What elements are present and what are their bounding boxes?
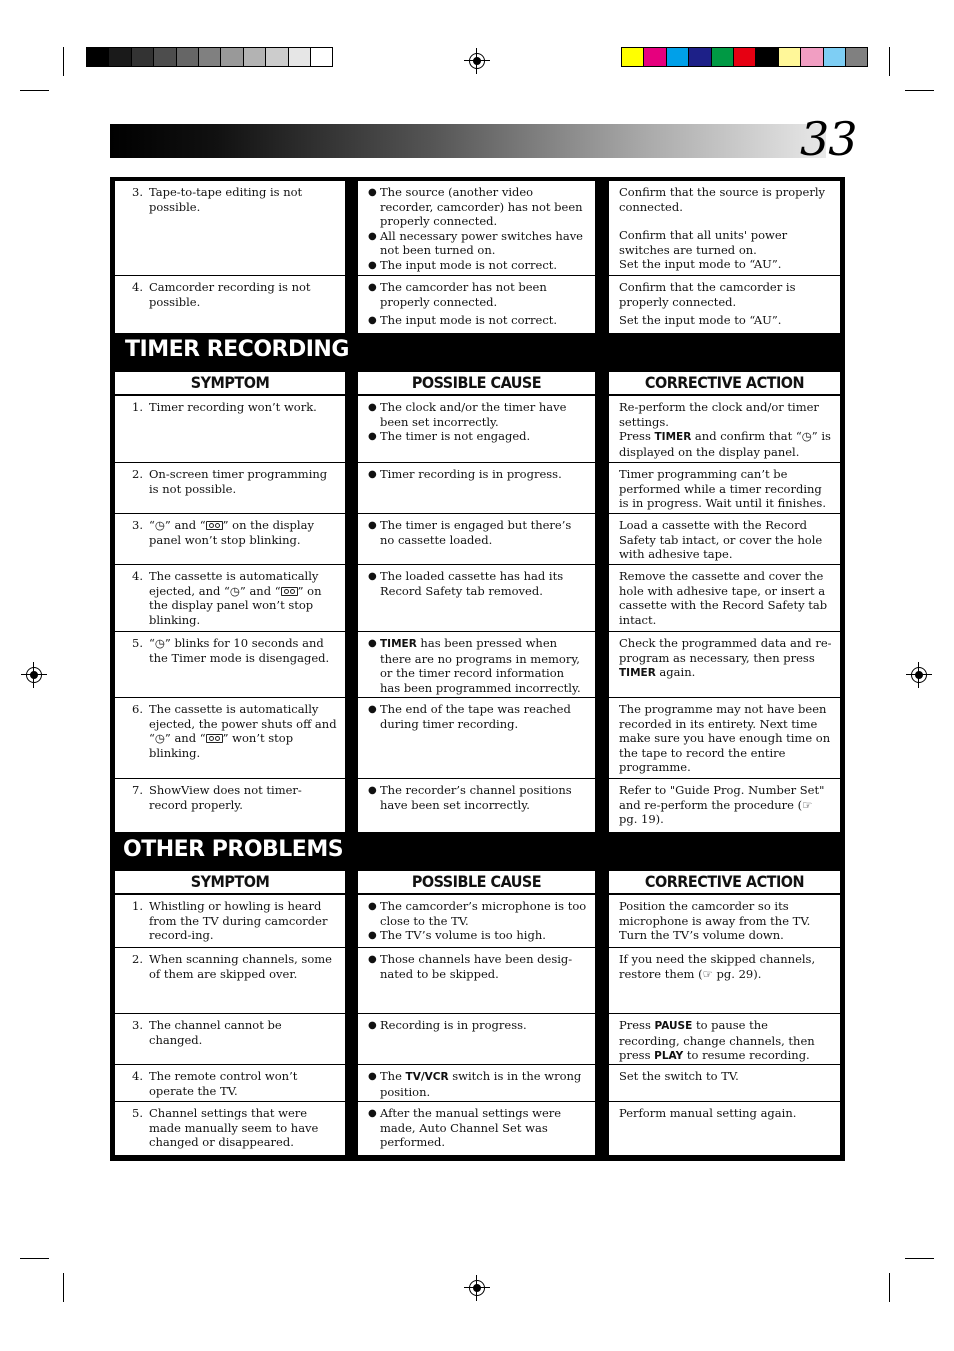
action-cell: Load a cassette with the Record Safety tab intact, or cover the hole with adhesive tape.: [609, 514, 840, 564]
color-swatch: [823, 47, 846, 67]
cassette-icon: [206, 734, 223, 743]
action-cell: Set the switch to TV.: [609, 1065, 840, 1101]
crop-mark: [889, 47, 890, 76]
symptom-cell: 6. The cassette is automatically ejected, the power shuts off and “◷” and “ ” won’t stop blinking.: [115, 698, 345, 778]
crop-mark: [889, 1273, 890, 1302]
color-swatch: [108, 47, 131, 67]
section-title-other-problems: OTHER PROBLEMS: [123, 837, 344, 862]
cassette-icon: [281, 587, 298, 596]
registration-mark-top: [464, 48, 490, 74]
color-swatch: [86, 47, 109, 67]
registration-mark-bottom: [464, 1275, 490, 1301]
cause-cell: ● The camcorder’s microphone is too close to the TV. ● The TV’s volume is too high.: [358, 895, 595, 947]
color-swatch: [153, 47, 176, 67]
symptom-cell: 4. The remote control won’t operate the TV.: [115, 1065, 345, 1101]
color-swatch: [688, 47, 711, 67]
action-cell: Re-perform the clock and/or timer settings. Press TIMER and confirm that “◷” is displayed on the display panel.: [609, 396, 840, 462]
symptom-cell: 2. On-screen timer programming is not possible.: [115, 463, 345, 513]
symptom-cell: 3. The channel cannot be changed.: [115, 1014, 345, 1064]
color-swatch: [131, 47, 154, 67]
color-swatch: [621, 47, 644, 67]
cause-cell: ● Those channels have been desig-nated to be skipped.: [358, 948, 595, 1013]
cause-cell: ● TIMER has been pressed when there are no programs in memory, or the timer record information has been programmed incorrectly.: [358, 632, 595, 697]
action-cell: The programme may not have been recorded in its entirety. Next time make sure you have enough time on the tape to record the entire programme.: [609, 698, 840, 778]
action-cell: Check the programmed data and re-program as necessary, then press TIMER again.: [609, 632, 840, 697]
column-header-symptom: SYMPTOM: [115, 871, 345, 893]
color-swatch: [800, 47, 823, 67]
action-cell: Position the camcorder so its microphone is away from the TV. Turn the TV’s volume down.: [609, 895, 840, 947]
column-header-symptom: SYMPTOM: [115, 372, 345, 394]
cause-cell: ● Timer recording is in progress.: [358, 463, 595, 513]
action-cell: If you need the skipped channels, restore them (☞ pg. 29).: [609, 948, 840, 1013]
column-header-possible-cause: POSSIBLE CAUSE: [358, 372, 595, 394]
action-cell: Press PAUSE to pause the recording, change channels, then press PLAY to resume recording.: [609, 1014, 840, 1064]
symptom-cell: 4. The cassette is automatically ejected, and “◷” and “ ” on the display panel won’t stop blinking.: [115, 565, 345, 631]
action-cell: Remove the cassette and cover the hole with adhesive tape, or insert a cassette with the Record Safety tab intact.: [609, 565, 840, 631]
column-header-corrective-action: CORRECTIVE ACTION: [609, 871, 840, 893]
color-swatch: [845, 47, 868, 67]
color-swatch: [666, 47, 689, 67]
cause-cell: ● The camcorder has not been properly connected. ● The input mode is not correct.: [358, 276, 595, 333]
color-swatch: [711, 47, 734, 67]
color-swatch: [310, 47, 333, 67]
color-swatch: [643, 47, 666, 67]
cause-cell: ● The clock and/or the timer have been set incorrectly. ● The timer is not engaged.: [358, 396, 595, 462]
action-cell: Refer to "Guide Prog. Number Set" and re-perform the procedure (☞ pg. 19).: [609, 779, 840, 832]
action-cell: Timer programming can’t be performed while a timer recording is in progress. Wait until it finishes.: [609, 463, 840, 513]
cause-cell: ● The recorder’s channel positions have been set incorrectly.: [358, 779, 595, 832]
color-swatch: [176, 47, 199, 67]
cassette-icon: [206, 521, 223, 530]
column-header-possible-cause: POSSIBLE CAUSE: [358, 871, 595, 893]
crop-mark: [20, 90, 49, 91]
symptom-cell: 7. ShowView does not timer-record properly.: [115, 779, 345, 832]
color-swatch: [220, 47, 243, 67]
symptom-cell: 5. “◷” blinks for 10 seconds and the Timer mode is disengaged.: [115, 632, 345, 697]
cause-cell: ● The end of the tape was reached during timer recording.: [358, 698, 595, 778]
registration-mark-left: [21, 662, 47, 688]
cause-cell: ● The timer is engaged but there’s no cassette loaded.: [358, 514, 595, 564]
crop-mark: [20, 1258, 49, 1259]
page-header-bar: [110, 124, 826, 158]
symptom-cell: 5. Channel settings that were made manually seem to have changed or disappeared.: [115, 1102, 345, 1155]
crop-mark: [905, 90, 934, 91]
symptom-cell: 1. Whistling or howling is heard from the TV during camcorder record-ing.: [115, 895, 345, 947]
registration-mark-right: [906, 662, 932, 688]
color-swatch: [265, 47, 288, 67]
cause-cell: ● The source (another video recorder, camcorder) has not been properly connected. ● All necessary power switches have not been turned on. ● The input mode is not correct.: [358, 181, 595, 275]
cause-cell: ● Recording is in progress.: [358, 1014, 595, 1064]
symptom-cell: 3. “◷” and “ ” on the display panel won’t stop blinking.: [115, 514, 345, 564]
cause-cell: ● The loaded cassette has had its Record Safety tab removed.: [358, 565, 595, 631]
column-header-corrective-action: CORRECTIVE ACTION: [609, 372, 840, 394]
color-swatch: [198, 47, 221, 67]
action-cell: Confirm that the camcorder is properly connected. Set the input mode to “AU”.: [609, 276, 840, 333]
section-title-timer-recording: TIMER RECORDING: [125, 337, 349, 362]
cause-cell: ● The TV/VCR switch is in the wrong position.: [358, 1065, 595, 1101]
crop-mark: [63, 47, 64, 76]
color-swatch: [733, 47, 756, 67]
crop-mark: [905, 1258, 934, 1259]
symptom-cell: 3. Tape-to-tape editing is not possible.: [115, 181, 345, 275]
crop-mark: [63, 1273, 64, 1302]
symptom-cell: 4. Camcorder recording is not possible.: [115, 276, 345, 333]
cause-cell: ● After the manual settings were made, Auto Channel Set was performed.: [358, 1102, 595, 1155]
symptom-cell: 1. Timer recording won’t work.: [115, 396, 345, 462]
page-number: 33: [800, 112, 857, 166]
action-cell: Perform manual setting again.: [609, 1102, 840, 1155]
color-swatch: [755, 47, 778, 67]
color-swatch: [778, 47, 801, 67]
symptom-cell: 2. When scanning channels, some of them are skipped over.: [115, 948, 345, 1013]
color-swatch: [243, 47, 266, 67]
color-swatch: [288, 47, 311, 67]
action-cell: Confirm that the source is properly connected. Confirm that all units' power switches are turned on. Set the input mode to “AU”.: [609, 181, 840, 275]
